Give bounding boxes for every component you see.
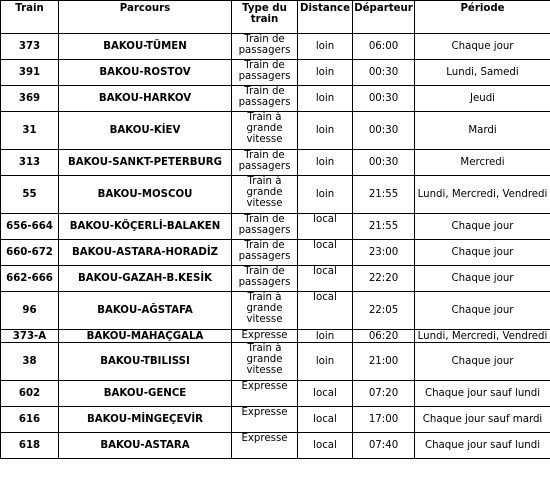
train-type: Train de passagers [232, 240, 298, 266]
period: Chaque jour [415, 214, 550, 240]
distance: loin [298, 86, 353, 112]
departure-time: 00:30 [353, 112, 415, 150]
period: Lundi, Mercredi, Vendredi [415, 176, 550, 214]
table-row [1, 433, 550, 459]
train-type: Train à grande vitesse [232, 343, 298, 381]
train-number: 96 [1, 292, 59, 330]
period: Chaque jour [415, 292, 550, 330]
distance: local [298, 214, 353, 240]
period: Chaque jour sauf mardi [415, 407, 550, 433]
route: BAKOU-GAZAH-B.KESİK [59, 266, 232, 292]
departure-time: 22:20 [353, 266, 415, 292]
distance: loin [298, 60, 353, 86]
route: BAKOU-ROSTOV [59, 60, 232, 86]
table-row [1, 60, 550, 86]
distance: local [298, 433, 353, 459]
train-number: 660-672 [1, 240, 59, 266]
departure-time: 00:30 [353, 60, 415, 86]
train-type: Train de passagers [232, 214, 298, 240]
distance: local [298, 266, 353, 292]
departure-time: 06:20 [353, 330, 415, 343]
period: Lundi, Mercredi, Vendredi [415, 330, 550, 343]
train-number: 313 [1, 150, 59, 176]
train-number: 31 [1, 112, 59, 150]
header-departure: Départeur [353, 1, 415, 34]
departure-time: 00:30 [353, 86, 415, 112]
train-type: Train à grande vitesse [232, 176, 298, 214]
header-type: Type du train [232, 1, 298, 34]
header-train: Train [1, 1, 59, 34]
train-type: Train de passagers [232, 150, 298, 176]
distance: loin [298, 176, 353, 214]
period: Chaque jour sauf lundi [415, 381, 550, 407]
route: BAKOU-TÜMEN [59, 34, 232, 60]
period: Lundi, Samedi [415, 60, 550, 86]
distance: loin [298, 150, 353, 176]
table-row [1, 407, 550, 433]
table-row [1, 176, 550, 214]
table-row [1, 292, 550, 330]
train-type: Expresse [232, 407, 298, 433]
route: BAKOU-ASTARA-HORADİZ [59, 240, 232, 266]
route: BAKOU-KÖÇERLİ-BALAKEN [59, 214, 232, 240]
table-row [1, 86, 550, 112]
train-number: 55 [1, 176, 59, 214]
departure-time: 22:05 [353, 292, 415, 330]
departure-time: 07:20 [353, 381, 415, 407]
distance: local [298, 292, 353, 330]
distance: loin [298, 112, 353, 150]
table-row [1, 214, 550, 240]
departure-time: 23:00 [353, 240, 415, 266]
period: Mercredi [415, 150, 550, 176]
train-number: 373 [1, 34, 59, 60]
distance: local [298, 381, 353, 407]
period: Chaque jour [415, 343, 550, 381]
period: Mardi [415, 112, 550, 150]
header-route: Parcours [59, 1, 232, 34]
distance: local [298, 407, 353, 433]
table-row [1, 34, 550, 60]
train-number: 373-A [1, 330, 59, 343]
departure-time: 00:30 [353, 150, 415, 176]
train-type: Train à grande vitesse [232, 292, 298, 330]
route: BAKOU-MAHAÇGALA [59, 330, 232, 343]
distance: local [298, 240, 353, 266]
distance: loin [298, 34, 353, 60]
table-row [1, 381, 550, 407]
distance: loin [298, 343, 353, 381]
route: BAKOU-MİNGEÇEVİR [59, 407, 232, 433]
period: Jeudi [415, 86, 550, 112]
route: BAKOU-SANKT-PETERBURG [59, 150, 232, 176]
train-number: 616 [1, 407, 59, 433]
route: BAKOU-TBILISSI [59, 343, 232, 381]
train-number: 656-664 [1, 214, 59, 240]
route: BAKOU-AĞSTAFA [59, 292, 232, 330]
table-row [1, 112, 550, 150]
train-number: 618 [1, 433, 59, 459]
table-row [1, 150, 550, 176]
train-type: Train de passagers [232, 86, 298, 112]
period: Chaque jour [415, 34, 550, 60]
departure-time: 17:00 [353, 407, 415, 433]
departure-time: 21:00 [353, 343, 415, 381]
table-row [1, 343, 550, 381]
train-number: 662-666 [1, 266, 59, 292]
header-row [1, 1, 550, 34]
route: BAKOU-KİEV [59, 112, 232, 150]
period: Chaque jour sauf lundi [415, 433, 550, 459]
train-type: Train de passagers [232, 60, 298, 86]
train-number: 369 [1, 86, 59, 112]
header-distance: Distance [298, 1, 353, 34]
train-type: Expresse [232, 330, 298, 343]
route: BAKOU-MOSCOU [59, 176, 232, 214]
route: BAKOU-GENCE [59, 381, 232, 407]
departure-time: 21:55 [353, 176, 415, 214]
train-type: Expresse [232, 433, 298, 459]
route: BAKOU-HARKOV [59, 86, 232, 112]
train-number: 602 [1, 381, 59, 407]
train-number: 391 [1, 60, 59, 86]
train-type: Train à grande vitesse [232, 112, 298, 150]
train-type: Train de passagers [232, 34, 298, 60]
table-header [1, 1, 550, 34]
table-row [1, 330, 550, 343]
header-period: Période [415, 1, 550, 34]
train-type: Train de passagers [232, 266, 298, 292]
train-number: 38 [1, 343, 59, 381]
table-body [1, 34, 550, 459]
departure-time: 21:55 [353, 214, 415, 240]
table-row [1, 240, 550, 266]
train-type: Expresse [232, 381, 298, 407]
period: Chaque jour [415, 240, 550, 266]
departure-time: 06:00 [353, 34, 415, 60]
departure-time: 07:40 [353, 433, 415, 459]
table-row [1, 266, 550, 292]
distance: loin [298, 330, 353, 343]
route: BAKOU-ASTARA [59, 433, 232, 459]
period: Chaque jour [415, 266, 550, 292]
